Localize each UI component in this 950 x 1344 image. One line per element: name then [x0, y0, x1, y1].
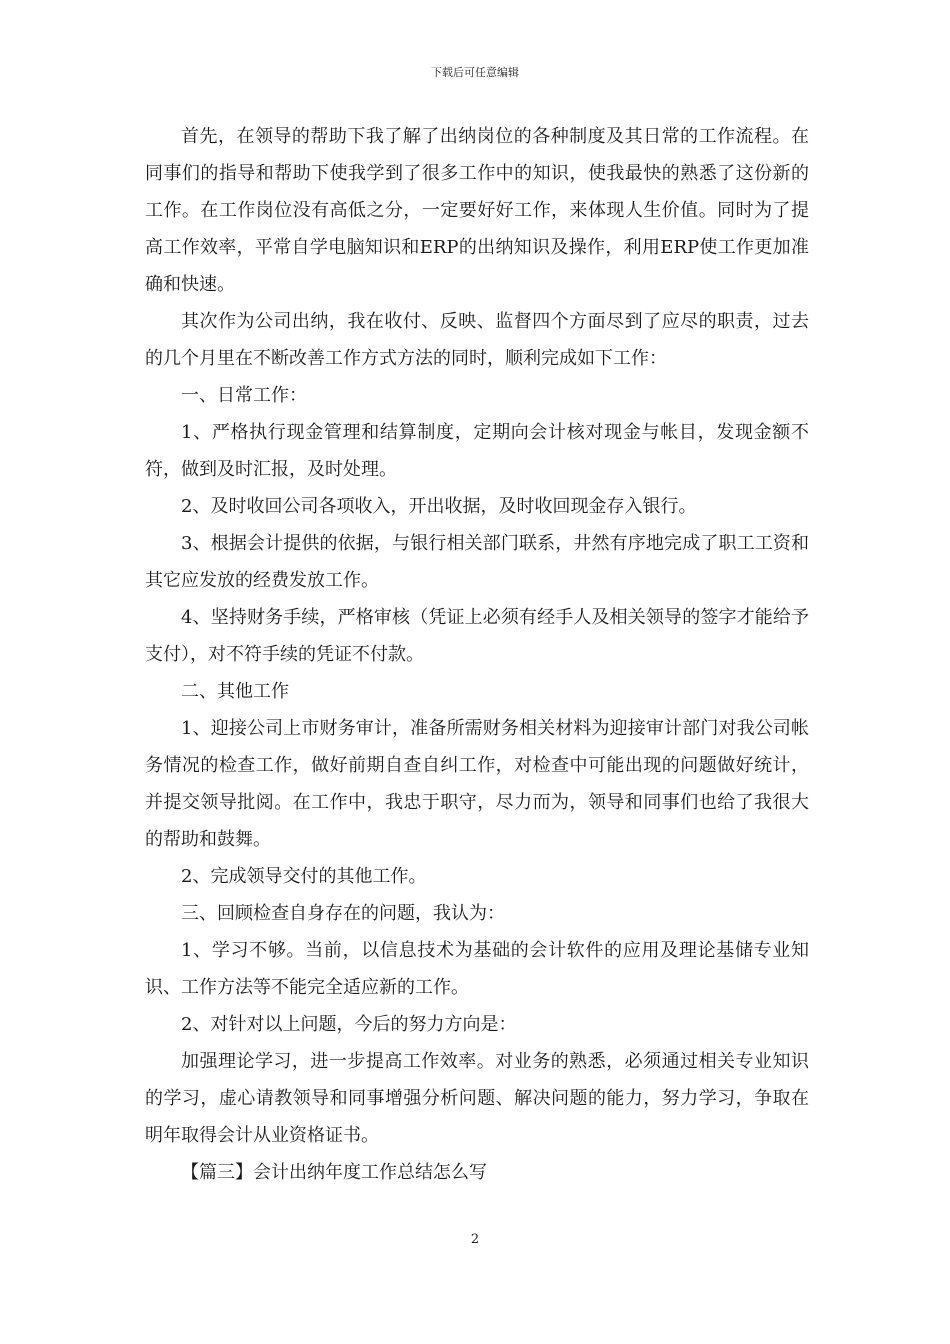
list-item-daily-1: 1、严格执行现金管理和结算制度，定期向会计核对现金与帐目，发现金额不符，做到及时汇报，及时处理。: [145, 422, 809, 480]
paragraph-duties: 其次作为公司出纳，我在收付、反映、监督四个方面尽到了应尽的职责，过去的几个月里在不断改善工作方式方法的同时，顺利完成如下工作：: [145, 311, 809, 369]
list-item-review-1: 1、学习不够。当前，以信息技术为基础的会计软件的应用及理论基储专业知识、工作方法等不能完全适应新的工作。: [145, 940, 809, 998]
list-item-daily-3: 3、根据会计提供的依据，与银行相关部门联系，井然有序地完成了职工工资和其它应发放的经费发放工作。: [145, 533, 809, 591]
section-title-part-three: 【篇三】会计出纳年度工作总结怎么写: [181, 1162, 487, 1183]
list-item-other-1: 1、迎接公司上市财务审计，准备所需财务相关材料为迎接审计部门对我公司帐务情况的检查工作，做好前期自查自纠工作，对检查中可能出现的问题做好统计，并提交领导批阅。在工作中，我忠于职守，尽力而为，领导和同事们也给了我很大的帮助和鼓舞。: [145, 718, 809, 850]
section-heading-daily-work: 一、日常工作：: [181, 385, 307, 406]
document-body: [145, 118, 809, 1191]
list-item-daily-2: 2、及时收回公司各项收入，开出收据，及时收回现金存入银行。: [181, 496, 697, 517]
list-item-other-2: 2、完成领导交付的其他工作。: [181, 866, 427, 887]
list-item-daily-4: 4、坚持财务手续，严格审核（凭证上必须有经手人及相关领导的签字才能给予支付），对不符手续的凭证不付款。: [145, 607, 809, 665]
page-number: 2: [470, 1232, 480, 1247]
page-header: 下载后可任意编辑: [431, 66, 519, 79]
list-item-review-2: 2、对针对以上问题，今后的努力方向是：: [181, 1014, 517, 1035]
paragraph-intro: 首先，在领导的帮助下我了解了出纳岗位的各种制度及其日常的工作流程。在同事们的指导和帮助下使我学到了很多工作中的知识，使我最快的熟悉了这份新的工作。在工作岗位没有高低之分，一定要好好工作，来体现人生价值。同时为了提高工作效率，平常自学电脑知识和ERP的出纳知识及操作，利用ERP使工作更加准确和快速。: [145, 126, 809, 295]
paragraph-plan: 加强理论学习，进一步提高工作效率。对业务的熟悉，必须通过相关专业知识的学习，虚心请教领导和同事增强分析问题、解决问题的能力，努力学习，争取在明年取得会计从业资格证书。: [145, 1051, 809, 1146]
section-heading-review: 三、回顾检查自身存在的问题，我认为：: [181, 903, 505, 924]
section-heading-other-work: 二、其他工作: [181, 681, 289, 702]
